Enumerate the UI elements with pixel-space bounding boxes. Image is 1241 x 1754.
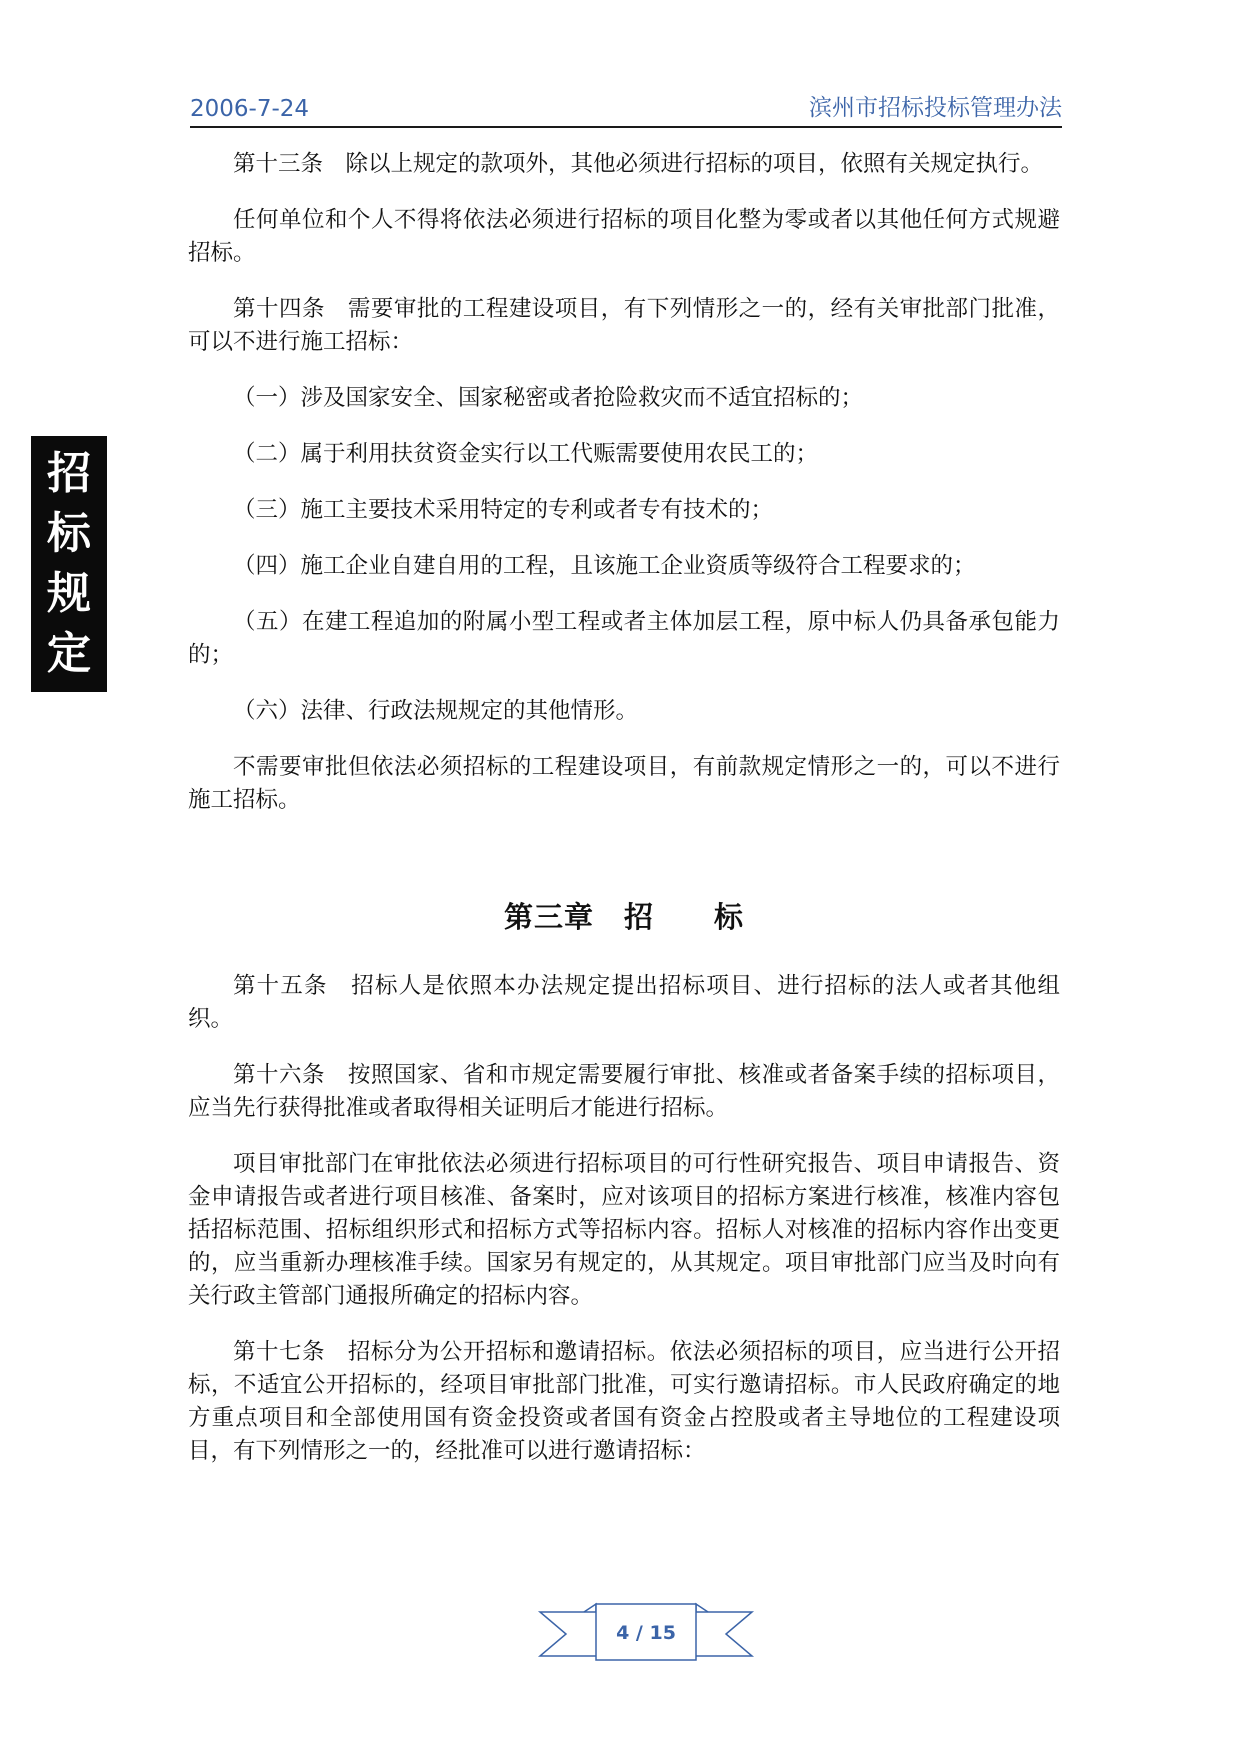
article-17-paragraph: 第十七条 招标分为公开招标和邀请招标。依法必须招标的项目，应当进行公开招标，不适宜公开招标的，经项目审批部门批准，可实行邀请招标。市人民政府确定的地方重点项目和全部使用国有资金投资或者国有资金占控股或者主导地位的工程建设项目，有下列情形之一的，经批准可以进行邀请招标： [188,1339,1060,1464]
article-14-paragraph: 第十四条 需要审批的工程建设项目，有下列情形之一的，经有关审批部门批准，可以不进行施工招标： [188,296,1060,355]
article-16-clause-paragraph: 项目审批部门在审批依法必须进行招标项目的可行性研究报告、项目申请报告、资金申请报告或者进行项目核准、备案时，应对该项目的招标方案进行核准，核准内容包括招标范围、招标组织形式和招标方式等招标内容。招标人对核准的招标内容作出变更的，应当重新办理核准手续。国家另有规定的，从其规定。项目审批部门应当及时向有关行政主管部门通报所确定的招标内容。 [188,1151,1060,1309]
list-item: （四）施工企业自建自用的工程，且该施工企业资质等级符合工程要求的； [233,553,976,579]
side-tab-char: 规 [47,568,91,619]
side-tab-char: 招 [47,448,91,499]
page-header [190,88,1062,128]
list-item: （六）法律、行政法规规定的其他情形。 [233,698,639,724]
document-body [188,148,1060,1491]
side-section-tab [31,436,107,692]
list-item: （一）涉及国家安全、国家秘密或者抢险救灾而不适宜招标的； [233,385,864,411]
header-date: 2006-7-24 [190,96,310,122]
page-number: 4 / 15 [616,1622,676,1644]
side-tab-char: 标 [47,508,91,559]
page-number-ribbon [536,1600,756,1672]
chapter-heading: 第三章 招 标 [503,900,744,934]
article-13-paragraph: 第十三条 除以上规定的款项外，其他必须进行招标的项目，依照有关规定执行。 [233,151,1044,177]
article-13-clause-paragraph: 任何单位和个人不得将依法必须进行招标的项目化整为零或者以其他任何方式规避招标。 [188,207,1060,266]
article-15-paragraph: 第十五条 招标人是依照本办法规定提出招标项目、进行招标的法人或者其他组织。 [188,973,1060,1032]
list-item: （三）施工主要技术采用特定的专利或者专有技术的； [233,497,774,523]
list-item: （二）属于利用扶贫资金实行以工代赈需要使用农民工的； [233,441,819,467]
side-tab-char: 定 [47,628,91,679]
article-14-clause-paragraph: 不需要审批但依法必须招标的工程建设项目，有前款规定情形之一的，可以不进行施工招标。 [188,754,1060,813]
header-title: 滨州市招标投标管理办法 [809,95,1062,121]
article-16-paragraph: 第十六条 按照国家、省和市规定需要履行审批、核准或者备案手续的招标项目，应当先行获得批准或者取得相关证明后才能进行招标。 [188,1062,1060,1121]
list-item: （五）在建工程追加的附属小型工程或者主体加层工程，原中标人仍具备承包能力的； [188,609,1060,668]
